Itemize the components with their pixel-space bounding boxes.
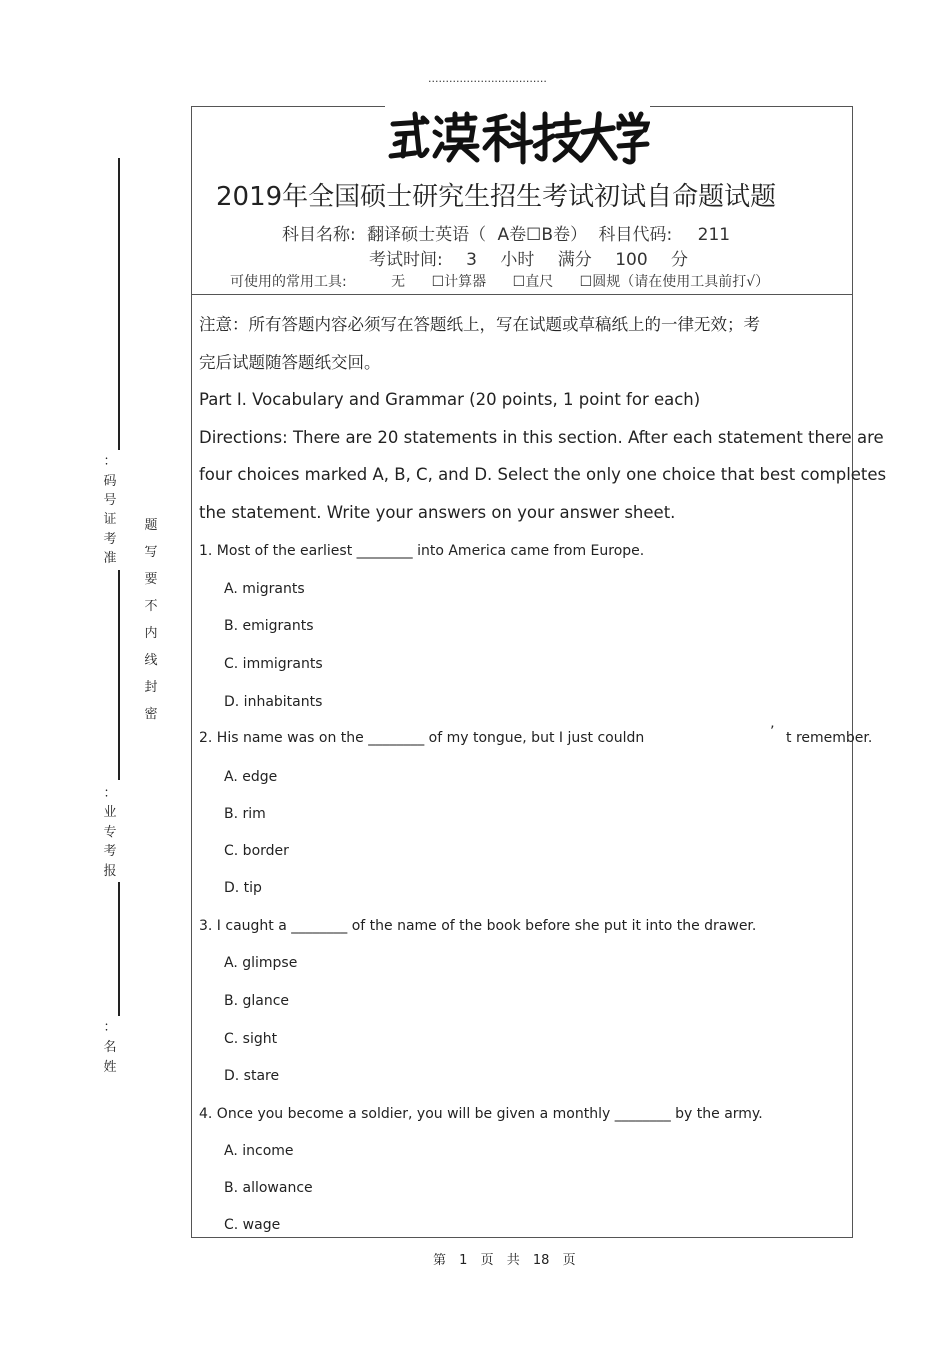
question-3-option-a: A. glimpse (224, 955, 298, 971)
question-2-apostrophe: ’ (770, 724, 775, 740)
subject-label: 科目名称: (282, 225, 356, 245)
tools-label: 可使用的常用工具: (230, 274, 347, 290)
question-1-option-d: D. inhabitants (224, 694, 323, 710)
id-label-char-2: 号 (103, 493, 117, 508)
footer-page-number: 1 (459, 1253, 468, 1268)
time-label: 考试时间: (369, 250, 443, 270)
question-1-option-a: A. migrants (224, 581, 305, 597)
question-4-option-a: A. income (224, 1143, 294, 1159)
logo-calligraphy-image (385, 106, 650, 168)
question-4-stem: 4. Once you become a soldier, you will be given a monthly ________ by the army. (199, 1106, 763, 1122)
margin-line-1 (118, 158, 120, 450)
exam-title: 2019年全国硕士研究生招生考试初试自命题试题 (216, 182, 777, 212)
subject-line (282, 220, 736, 245)
seal-text-char-4: 不 (144, 599, 158, 614)
question-2-option-a: A. edge (224, 769, 278, 785)
tool-ruler: ☐直尺 (512, 274, 554, 290)
tool-compass: ☐圆规（请在使用工具前打√） (579, 274, 770, 290)
question-2-stem: 2. His name was on the ________ of my tongue, but I just couldn (199, 730, 645, 746)
header-divider (191, 294, 853, 295)
question-2-option-d: D. tip (224, 880, 262, 896)
name-label-char-1: 名 (103, 1040, 117, 1055)
seal-text-char-5: 内 (144, 626, 158, 641)
part1-directions-1: Directions: There are 20 statements in this section. After each statement there are (199, 427, 884, 447)
footer-total-pages: 18 (532, 1253, 550, 1268)
major-label-char-1: 业 (103, 805, 117, 820)
footer-page-mid: 页 (480, 1253, 494, 1268)
footer-page-suffix: 页 (562, 1253, 576, 1268)
question-4-option-b: B. allowance (224, 1180, 313, 1196)
question-1-option-c: C. immigrants (224, 656, 323, 672)
question-3-stem: 3. I caught a ________ of the name of the book before she put it into the drawer. (199, 918, 757, 934)
name-label-char-2: 姓 (103, 1060, 117, 1075)
margin-line-3 (118, 882, 120, 1016)
question-2-stem-tail: t remember. (786, 730, 873, 746)
id-label-char-4: 考 (103, 532, 117, 547)
question-1-stem: 1. Most of the earliest ________ into America came from Europe. (199, 543, 645, 559)
major-label-char-2: 专 (103, 825, 117, 840)
major-label-colon: ： (103, 786, 117, 801)
id-label-colon: ： (103, 454, 117, 469)
question-3-option-d: D. stare (224, 1068, 280, 1084)
subject-name: 翻译硕士英语（ (367, 225, 487, 245)
tool-none: 无 (391, 274, 406, 290)
tools-line (230, 271, 769, 291)
seal-text-char-7: 封 (144, 680, 158, 695)
tool-calculator: ☐计算器 (431, 274, 487, 290)
notice-line-2: 完后试题随答题纸交回。 (199, 352, 381, 372)
score-label: 满分 (557, 250, 592, 270)
footer-page-prefix: 第 (433, 1253, 447, 1268)
exam-content (199, 306, 887, 532)
question-1-option-b: B. emigrants (224, 618, 314, 634)
major-label-char-4: 报 (103, 864, 117, 879)
subject-code-value: 211 (697, 225, 731, 245)
time-unit: 小时 (500, 250, 535, 270)
id-label-char-1: 码 (103, 474, 117, 489)
part1-directions-2: four choices marked A, B, C, and D. Select the only one choice that best completes (199, 465, 887, 485)
id-label-char-5: 准 (103, 551, 117, 566)
seal-text-char-3: 要 (144, 572, 158, 587)
part1-directions-3: the statement. Write your answers on your answer sheet. (199, 502, 676, 522)
paper-type: A卷☐B卷） (497, 225, 588, 245)
seal-text-char-6: 线 (144, 653, 158, 668)
question-3-option-b: B. glance (224, 993, 290, 1009)
subject-code-label: 科目代码: (598, 225, 673, 245)
time-value: 3 (466, 250, 477, 270)
seal-text-char-8: 密 (144, 707, 158, 722)
score-value: 100 (615, 250, 648, 270)
major-label-char-3: 考 (103, 844, 117, 859)
seal-text-char-1: 题 (144, 518, 158, 533)
top-dots: .................................. (428, 72, 547, 85)
page-footer (433, 1249, 585, 1268)
question-3-option-c: C. sight (224, 1031, 278, 1047)
footer-total-prefix: 共 (506, 1253, 520, 1268)
time-line (369, 245, 706, 270)
part1-heading: Part I. Vocabulary and Grammar (20 points, 1 point for each) (199, 390, 701, 410)
name-label-colon: ： (103, 1020, 117, 1035)
question-2-option-b: B. rim (224, 806, 266, 822)
score-unit: 分 (671, 250, 689, 270)
question-4-option-c: C. wage (224, 1217, 281, 1233)
notice-line-1: 注意：所有答题内容必须写在答题纸上，写在试题或草稿纸上的一律无效；考 (199, 315, 760, 334)
question-2-option-c: C. border (224, 843, 289, 859)
university-logo (385, 106, 650, 168)
id-label-char-3: 证 (103, 512, 117, 527)
margin-line-2 (118, 570, 120, 780)
seal-text-char-2: 写 (144, 545, 158, 560)
